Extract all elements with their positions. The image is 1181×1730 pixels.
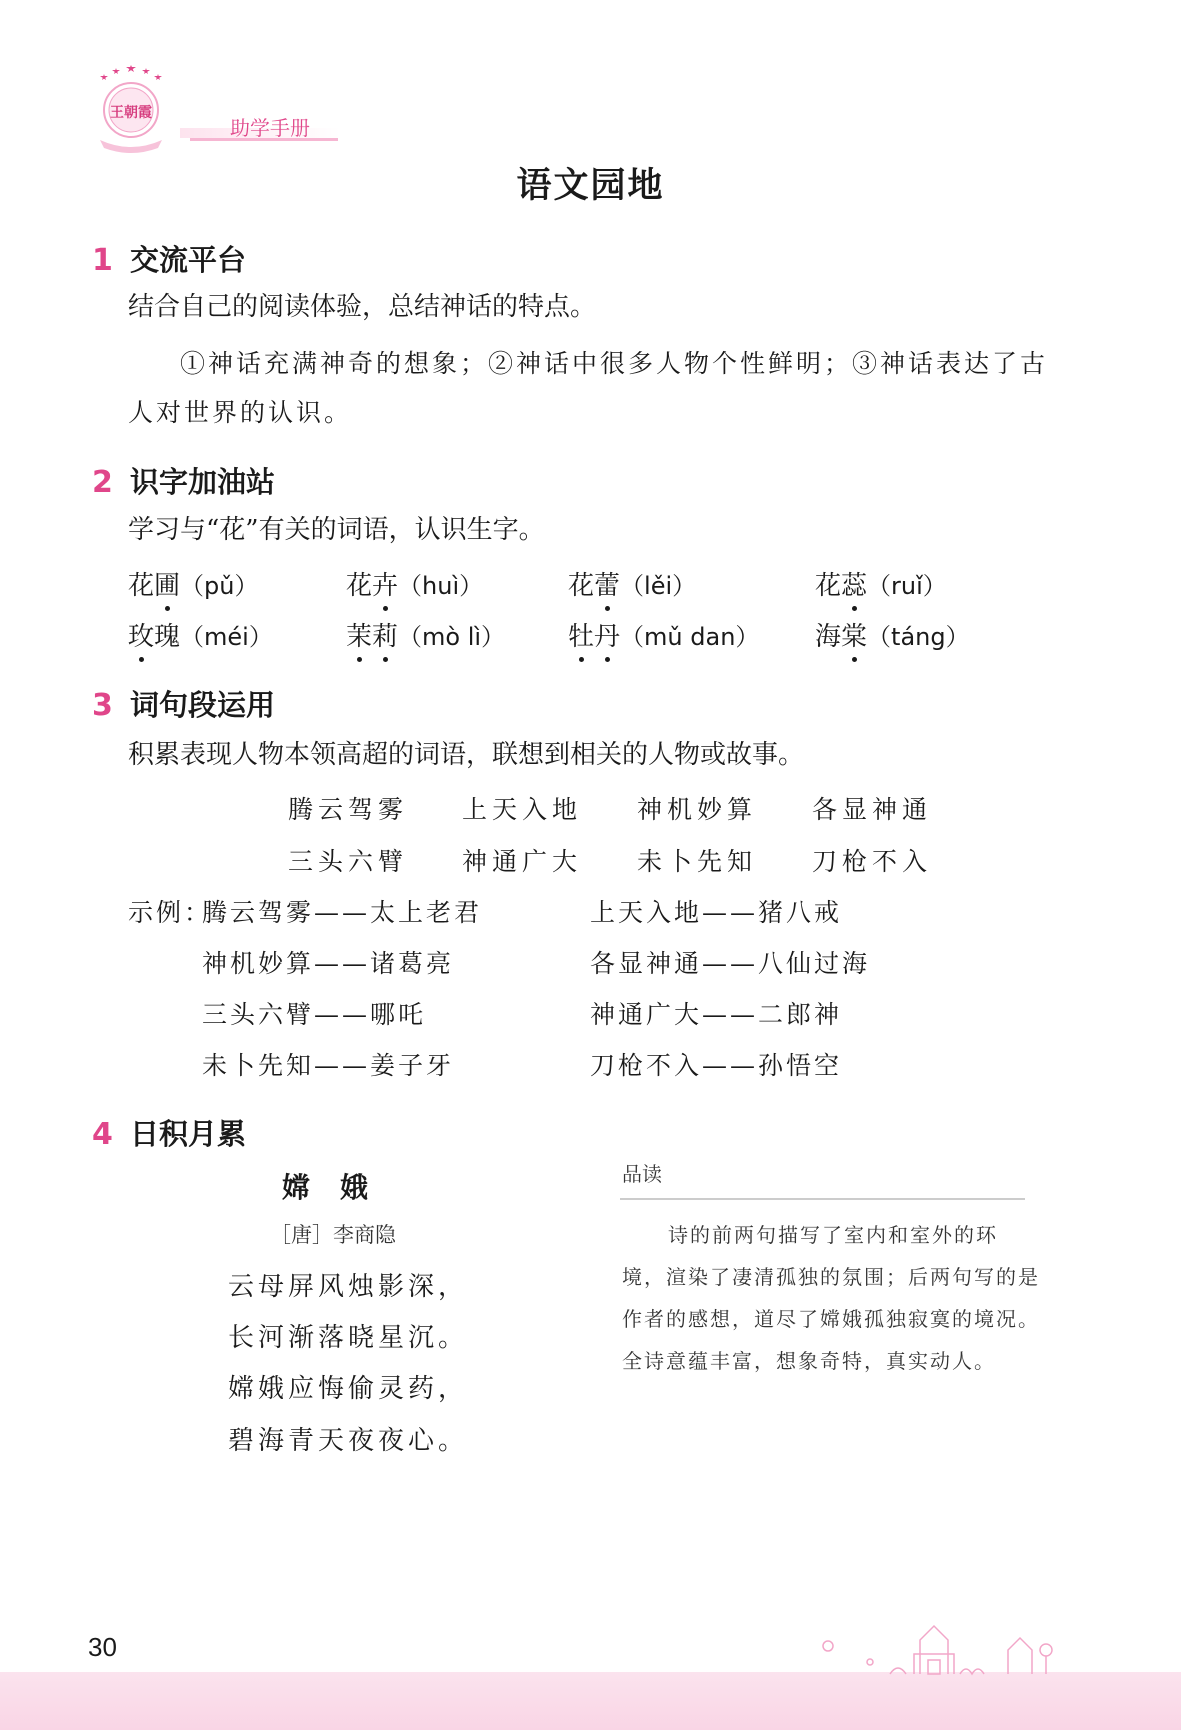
section-1-answer-line-2: 人对世界的认识。: [128, 398, 353, 427]
section-title: 词句段运用: [129, 688, 275, 722]
header-label: 助学手册: [230, 116, 310, 140]
poem-author: ［唐］李商隐: [270, 1223, 396, 1247]
section-3-heading: [92, 683, 275, 724]
section-2-heading: [92, 460, 275, 501]
idiom: 各显神通: [812, 795, 933, 824]
section-1-prompt: 结合自己的阅读体验，总结神话的特点。: [128, 292, 597, 322]
section-number: 3: [92, 688, 113, 723]
poem-line: 云母屏风烛影深，: [228, 1272, 469, 1302]
char-word: 茉莉（mò lì）: [346, 616, 505, 653]
char-word: 花圃（pǔ）: [128, 565, 258, 602]
logo-text: 王朝霞: [110, 105, 152, 121]
section-number: 4: [92, 1117, 113, 1152]
section-number: 2: [92, 465, 113, 500]
section-number: 1: [92, 243, 113, 278]
idiom: 未卜先知: [637, 847, 758, 876]
section-4-heading: [92, 1112, 246, 1153]
idiom: 腾云驾雾: [288, 795, 409, 824]
example-pair: 腾云驾雾——太上老君: [202, 898, 483, 927]
example-pair: 上天入地——猪八戒: [590, 898, 843, 927]
castle-decoration-icon: [810, 1610, 1070, 1680]
example-pair: 未卜先知——姜子牙: [202, 1051, 455, 1080]
idiom: 上天入地: [462, 795, 583, 824]
example-pair: 三头六臂——哪吒: [202, 1000, 427, 1029]
appreciation-line: 作者的感想，道尽了嫦娥孤独寂寞的境况。: [622, 1307, 1040, 1331]
char-word: 玫瑰（méi）: [128, 616, 273, 653]
poem-title: 嫦娥: [282, 1171, 399, 1204]
section-title: 交流平台: [129, 243, 246, 277]
section-title: 日积月累: [129, 1117, 246, 1151]
header-rule: [190, 138, 338, 141]
page-title: 语文园地: [516, 166, 665, 206]
char-word: 牡丹（mǔ dan）: [568, 616, 759, 653]
char-word: 花蕊（ruǐ）: [815, 565, 947, 602]
char-word: 花卉（huì）: [346, 565, 483, 602]
section-title: 识字加油站: [129, 465, 275, 499]
section-2-prompt: 学习与“花”有关的词语，认识生字。: [128, 515, 545, 545]
example-pair: 各显神通——八仙过海: [590, 949, 871, 978]
example-pair: 神通广大——二郎神: [590, 1000, 843, 1029]
poem-line: 长河渐落晓星沉。: [228, 1323, 469, 1353]
appreciation-line: 全诗意蕴丰富，想象奇特，真实动人。: [622, 1349, 996, 1373]
idiom: 神通广大: [462, 847, 583, 876]
char-word: 海棠（táng）: [815, 616, 970, 653]
poem-line: 嫦娥应悔偷灵药，: [228, 1374, 469, 1404]
char-word: 花蕾（lěi）: [568, 565, 696, 602]
section-1-answer-line-1: ①神话充满神奇的想象；②神话中很多人物个性鲜明；③神话表达了古: [180, 349, 1049, 378]
example-label: 示例：: [128, 898, 213, 927]
idiom: 刀枪不入: [812, 847, 933, 876]
appreciation-label: 品读: [622, 1162, 662, 1186]
idiom: 三头六臂: [288, 847, 409, 876]
section-1-heading: [92, 238, 246, 279]
poem-line: 碧海青天夜夜心。: [228, 1426, 469, 1456]
section-3-prompt: 积累表现人物本领高超的词语，联想到相关的人物或故事。: [128, 740, 805, 770]
appreciation-line: 诗的前两句描写了室内和室外的环: [668, 1223, 998, 1247]
publisher-logo: [92, 62, 170, 154]
idiom: 神机妙算: [637, 795, 758, 824]
example-pair: 神机妙算——诸葛亮: [202, 949, 455, 978]
footer-band: [0, 1672, 1181, 1730]
example-pair: 刀枪不入——孙悟空: [590, 1051, 843, 1080]
page-number: 30: [88, 1632, 117, 1662]
appreciation-line: 境，渲染了凄清孤独的氛围；后两句写的是: [622, 1265, 1040, 1289]
appreciation-rule: [620, 1198, 1025, 1200]
